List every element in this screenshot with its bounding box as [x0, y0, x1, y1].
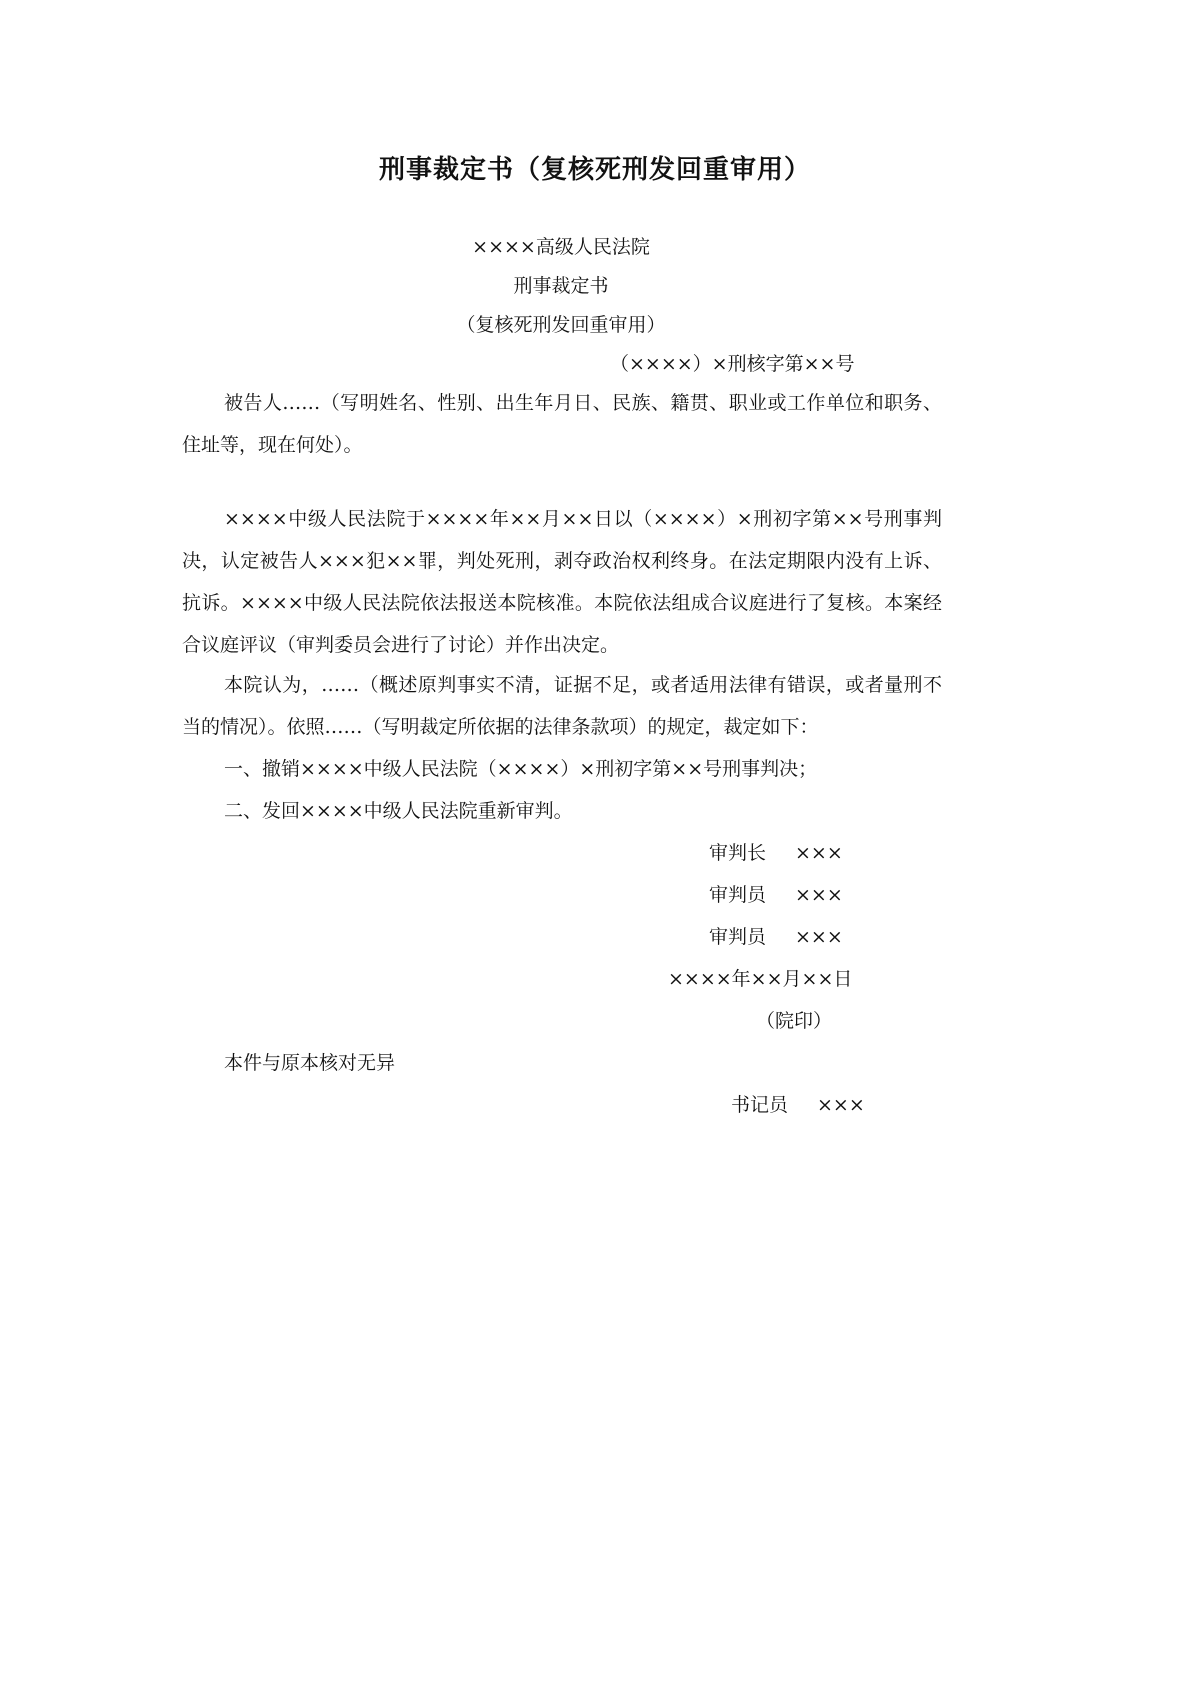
signature-role: 审判员 [709, 926, 767, 948]
court-seal-note: （院印） [756, 1010, 833, 1032]
signature-role: 审判长 [709, 842, 767, 864]
court-name: ××××高级人民法院 [472, 236, 650, 258]
clerk-role: 书记员 [731, 1094, 789, 1116]
ruling-item-1: 一、撤销××××中级人民法院（××××）×刑初字第××号刑事判决； [224, 758, 818, 780]
case-number: （××××）×刑核字第××号 [610, 353, 855, 375]
doc-type-heading: 刑事裁定书 [513, 275, 609, 297]
procedure-paragraph: ××××中级人民法院于××××年××月××日以（××××）×刑初字第××号刑事判决，认定被告人×××犯××罪，判处死刑，剥夺政治权利终身。在法定期限内没有上诉、抗诉。××××中级人民法院依法报送本院核准。本院依法组成合议庭进行了复核。本案经合议庭评议（审判委员会进行了讨论）并作出决定。 [182, 508, 942, 656]
doc-subtype-heading: （复核死刑发回重审用） [456, 314, 666, 336]
signature-name: ××× [795, 842, 843, 864]
signature-name: ××× [795, 926, 843, 948]
clerk-name: ××× [817, 1094, 865, 1116]
ruling-item-2: 二、发回××××中级人民法院重新审判。 [224, 800, 573, 822]
signature-judge-2 [709, 923, 843, 951]
clerk-signature [731, 1091, 865, 1119]
document-title: 刑事裁定书（复核死刑发回重审用） [378, 155, 811, 185]
signature-chief-judge [709, 839, 843, 867]
signature-judge-1 [709, 881, 843, 909]
signature-role: 审判员 [709, 884, 767, 906]
certification-note: 本件与原本核对无异 [224, 1052, 396, 1074]
signature-name: ××× [795, 884, 843, 906]
decision-date: ××××年××月××日 [668, 968, 853, 990]
defendant-paragraph: 被告人……（写明姓名、性别、出生年月日、民族、籍贯、职业或工作单位和职务、住址等，现在何处）。 [182, 392, 942, 456]
reasoning-paragraph: 本院认为，……（概述原判事实不清，证据不足，或者适用法律有错误，或者量刑不当的情况）。依照……（写明裁定所依据的法律条款项）的规定，裁定如下： [182, 674, 942, 738]
